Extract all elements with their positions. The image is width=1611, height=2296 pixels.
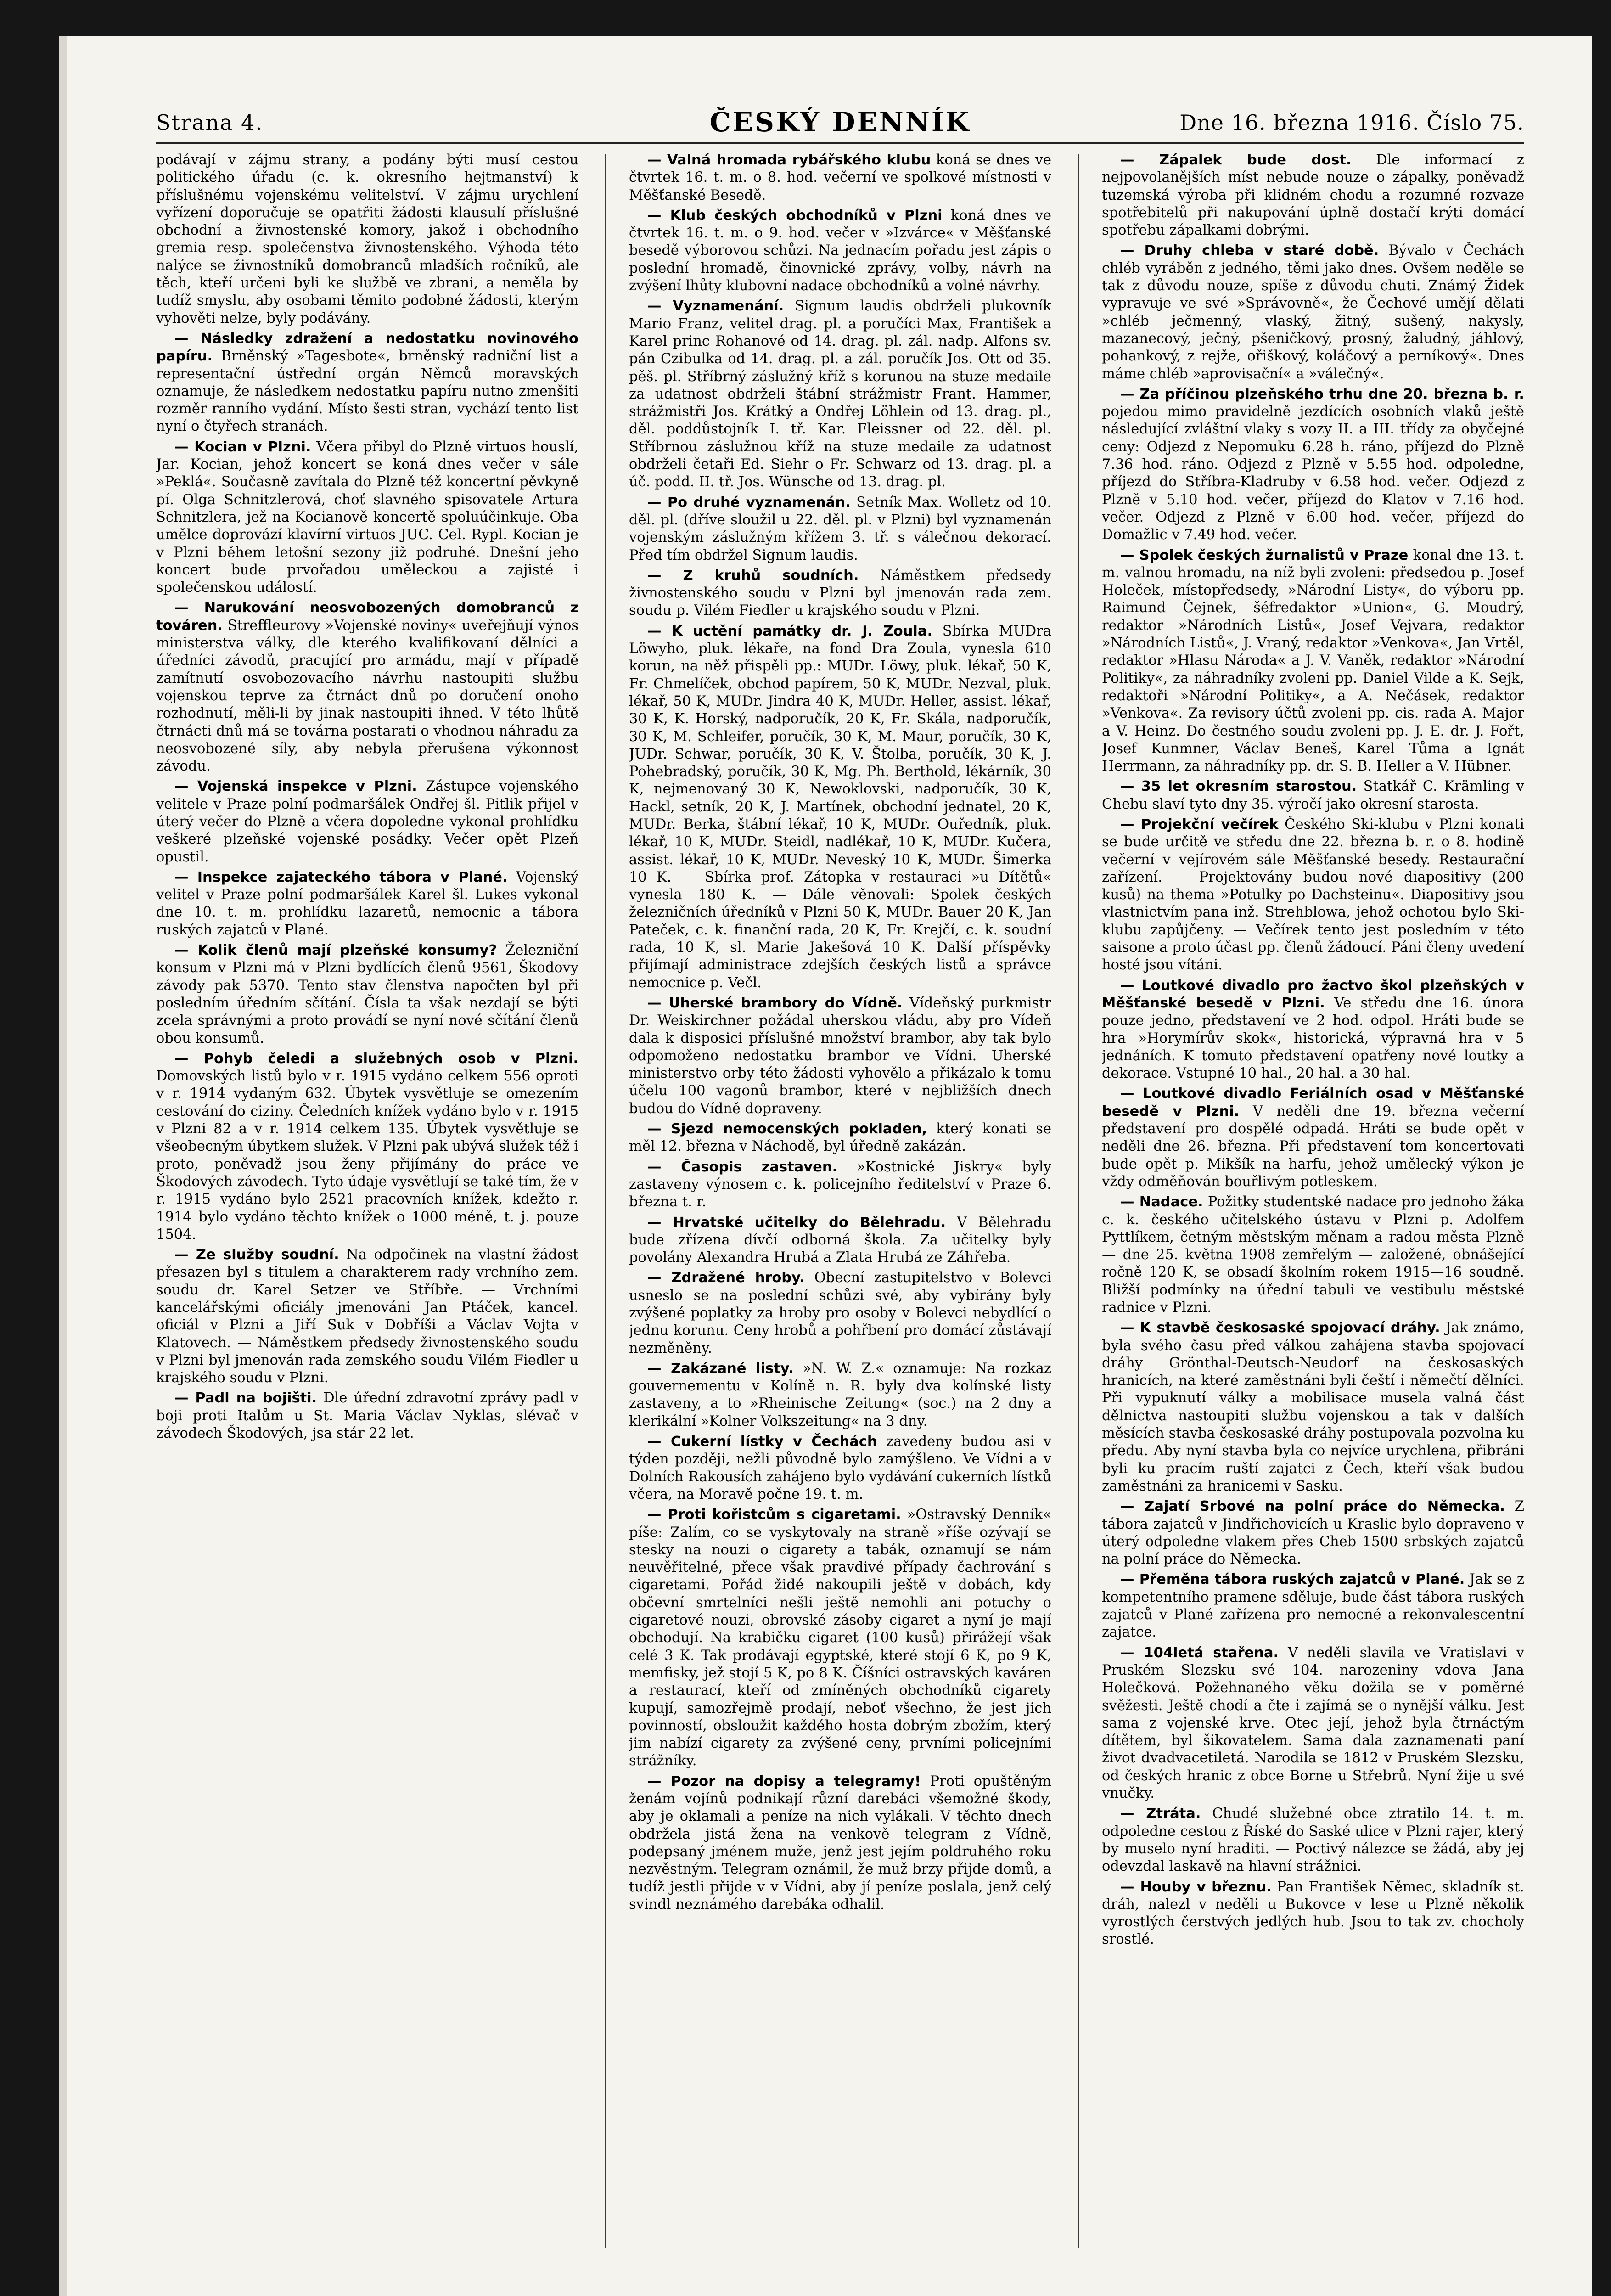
issue-date-number: Dne 16. března 1916. Číslo 75. — [1179, 110, 1524, 135]
news-item — [156, 869, 578, 939]
news-item — [629, 623, 1051, 992]
news-item-headline: — Vyznamenání. — [647, 298, 784, 315]
news-item-body: Českého Ski-klubu v Plzni konati se bude určitě ve středu dne 22. března b. r. o 8. hodině večerní v vejírovém sále Měšťanské besedy. Restaurační zařízení. — Projektovány budou nové diapositivy (200 kusů) na thema »Potulky po Dachsteinu«. Diapositivy jsou vlastnictvím pana inž. Strehblowa, jehož ochotou bylo Ski-klubu zapůjčeny. — Večírek tento jest posledním v této saisone a proto účast pp. členů žádoucí. Páni členy uvedení hosté jsou vítáni. — [1102, 816, 1524, 974]
news-item-headline: — Vojenská inspekce v Plzni. — [174, 778, 417, 795]
news-item — [1102, 386, 1524, 544]
page-edge-shadow — [59, 36, 67, 2296]
news-item-headline: — 35 let okresním starostou. — [1120, 778, 1357, 795]
news-item — [629, 494, 1051, 564]
column-2 — [629, 152, 1051, 2255]
news-item — [1102, 547, 1524, 776]
news-item-headline: — Pohyb čeledi a služebných osob v Plzni. — [174, 1050, 578, 1067]
news-item-headline: — K uctění památky dr. J. Zoula. — [647, 623, 933, 639]
news-item — [156, 778, 578, 866]
news-item-body: Náměstkem předsedy živnostenského soudu v Plzni byl jmenován rada zem. soudu p. Vilém Fiedler u krajského soudu v Plzni. — [629, 567, 1051, 619]
news-item-headline: — Ztráta. — [1120, 1806, 1201, 1822]
news-item-headline: — Kocian v Plzni. — [174, 439, 311, 455]
news-item — [629, 1506, 1051, 1770]
news-item-headline: — Loutkové divadlo pro žactvo škol plzeňských v Měšťanské besedě v Plzni. — [1102, 977, 1524, 1011]
news-item — [629, 1269, 1051, 1357]
news-item-headline: — Narukování neosvobozených domobranců z továren. — [156, 600, 578, 634]
news-item — [156, 1390, 578, 1442]
news-item-body: Ve středu dne 16. února pouze jedno, představení ve 2 hod. odpol. Hráti bude se hra »Horymírův skok«, historická, výpravná hra v 5 jednáních. K tomuto představení opatřeny nové loutky a dekorace. Vstupné 10 hal., 20 hal. a 30 hal. — [1102, 995, 1524, 1082]
news-item-body: Brněnský »Tagesbote«, brněnský radniční list a representační ústřední orgán Němců moravských oznamuje, že následkem nedostatku papíru nutno zmenšiti rozměr ranního vydání. Místo šesti stran, vychází tento list nyní o čtyřech stranách. — [156, 348, 578, 435]
news-item-headline: — Sjezd nemocenských pokladen, — [647, 1121, 927, 1137]
news-item-body: V neděli dne 19. března večerní představení pro dospělé odpadá. Hráti se bude opět v neděli dne 26. března. Při představení tom koncertovati bude opět p. Mikšík na harfu, jehož umělecký výkon je vždy odměňován bouřlivým potleskem. — [1102, 1103, 1524, 1190]
news-item — [1102, 1193, 1524, 1317]
news-item-body: koná dnes ve čtvrtek 16. t. m. o 9. hod. večer v »Izvárce« v Měšťanské besedě výborovou schůzi. Na jednacím pořadu jest zápis o poslední hromadě, činovnické zprávy, volby, návrh na zvýšení lhůty klubovní nadace obchodníků a volné návrhy. — [629, 207, 1051, 294]
news-item — [1102, 778, 1524, 813]
news-item-body: Vídeňský purkmistr Dr. Weiskirchner požádal uherskou vládu, aby pro Vídeň dala k disposici příslušné množství brambor, aby tak bylo odpomoženo nedostatku brambor ve Vídni. Uherské ministerstvo orby této žádosti vyhovělo a přikázalo k tomu účelu 100 vagonů brambor, které v nejbližších dnech budou do Vídně dopraveny. — [629, 995, 1051, 1117]
masthead-rule — [156, 142, 1524, 144]
news-item-headline: — Pozor na dopisy a telegramy! — [647, 1773, 921, 1790]
news-item — [156, 942, 578, 1047]
news-item-body: Včera přibyl do Plzně virtuos houslí, Jar. Kocian, jehož koncert se koná dnes večer v sále »Peklá«. Současně zavítala do Plzně též koncertní pěvkyně pí. Olga Schnitzlerová, choť slavného spisovatele Artura Schnitzlera, jež na Kocianově koncertě spoluúčinkuje. Oba umělce doprovází klavírní virtuos JUC. Cel. Rypl. Kocian je v Plzni během letošní sezony již podruhé. Dnešní jeho koncert bude prvořadou uměleckou a zajisté i společenskou událostí. — [156, 439, 578, 596]
news-item — [629, 1214, 1051, 1267]
news-item — [156, 330, 578, 436]
news-item — [629, 298, 1051, 491]
news-item-body: Obecní zastupitelstvo v Bolevci usneslo se na poslední schůzi své, aby vybírány byly zvýšené poplatky za hroby pro osoby v Bolevci nebydlící o jednu korunu. Ceny hrobů a pohřbení pro domácí zůstávají nezměněny. — [629, 1270, 1051, 1356]
news-item-headline: — 104letá stařena. — [1120, 1644, 1279, 1661]
news-item-body: pojedou mimo pravidelně jezdících osobních vlaků ještě následující zvláštní vlaky s vozy II. a III. třídy za obyčejné ceny: Odjezd z Nepomuku 6.28 h. ráno, příjezd do Plzně 7.36 hod. ráno. Odjezd z Plzně v 5.55 hod. odpoledne, příjezd do Stříbra-Kladruby v 6.58 hod. večer. Odjezd z Plzně v 5.10 hod. večer, příjezd do Klatov v 7.16 hod. večer. Odjezd z Plzně v 6.00 hod. večer, příjezd do Domažlic v 7.49 hod. večer. — [1102, 404, 1524, 543]
news-item-headline: — Inspekce zajateckého tábora v Plané. — [174, 869, 508, 885]
news-item-headline: — Hrvatské učitelky do Bělehradu. — [647, 1214, 946, 1231]
news-item — [629, 1773, 1051, 1913]
newspaper-title: ČESKÝ DENNÍK — [709, 107, 971, 138]
news-item — [1102, 1571, 1524, 1641]
news-item-headline: — Časopis zastaven. — [647, 1159, 838, 1175]
news-item-body: který konati se měl 12. března v Náchodě, byl úředně zakázán. — [629, 1121, 1051, 1155]
news-item — [1102, 1879, 1524, 1949]
news-item-body: Bývalo v Čechách chléb vyráběn z jedného, těmi jako dnes. Ovšem neděle se tak z důvodu nouze, spíše z důvodu chuti. Známý Židek vypravuje ve své »Správovně«, že Čechové umějí dělati »chléb ječmenný, vlaský, žitný, sušený, nakysly, mazanecový, ječný, pšeničkový, prosný, žaludný, jáhlový, pohankový, z rejže, ořiškový, koláčový a perníkový«. Dnes máme chléb »aprovisační« a »válečný«. — [1102, 242, 1524, 382]
column-3 — [1102, 152, 1524, 2255]
news-item-headline: — Uherské brambory do Vídně. — [647, 995, 903, 1011]
news-item-body: Dle úřední zdravotní zprávy padl v boji proti Italům u St. Maria Václav Nyklas, slévač v závodech Škodových, jsa stár 22 let. — [156, 1390, 578, 1442]
news-item — [156, 1246, 578, 1387]
news-item-headline: — Přeměna tábora ruských zajatců v Plané. — [1120, 1571, 1465, 1588]
news-item-headline: — Následky zdražení a nedostatku novinového papíru. — [156, 330, 578, 365]
news-item-headline: — Loutkové divadlo Feriálních osad v Měšťanské besedě v Plzni. — [1102, 1086, 1524, 1120]
news-item-body: Železniční konsum v Plzni má v Plzni bydlících členů 9561, Škodovy závody pak 5370. Tento stav členstva napočten byl při posledním úředním sčítání. Čísla ta však nezdají se býti zcela správnými a proto provádí se nyní nové sčítání členů obou konsumů. — [156, 942, 578, 1047]
news-item-body: Chudé služebné obce ztratilo 14. t. m. odpoledne cestou z Říské do Saské ulice v Plzni rajer, který by muselo nyní hraditi. — Poctivý nálezce se žádá, aby jej odevzdal laskavě na hlavní strážnici. — [1102, 1806, 1524, 1875]
news-item-headline: — Valná hromada rybářského klubu — [647, 152, 931, 168]
news-item-body: Z tábora zajatců v Jindřichovicích u Kraslic bylo dopraveno v úterý odpoledne vlakem přes Cheb 1500 srbských zajatců na polní práce do Německa. — [1102, 1498, 1524, 1568]
news-item-headline: — Kolik členů mají plzeňské konsumy? — [174, 942, 497, 959]
news-item-headline: — K stavbě českosaské spojovací dráhy. — [1120, 1320, 1440, 1336]
news-item-body: V Bělehradu bude zřízena dívčí odborná škola. Za učitelky byly povolány Alexandra Hrubá a Zlata Hrubá ze Záhřeba. — [629, 1214, 1051, 1266]
news-item-body: Proti opuštěným ženám vojínů podnikají různí darebáci všemožné škody, aby je oklamali a peníze na nich vylákali. V těchto dnech obdržela jistá žena na venkově telegram z Vídně, podepsaný jménem muže, jenž jest jejím poldruhého roku nezvěstným. Telegram oznámil, že muž brzy přijde domů, a tudíž jestli přijde v v Vídni, aby jí peníze poslala, jenž celý svindl neznámého darebáka odhalil. — [629, 1773, 1051, 1913]
news-item — [629, 1433, 1051, 1503]
news-item — [1102, 152, 1524, 239]
news-item-body: Pan František Němec, skladník st. dráh, nalezl v neděli u Bukovce v lese u Plzně několik vyrostlých čerstvých jedlých hub. Jsou to tak zv. chocholy srostlé. — [1102, 1879, 1524, 1948]
news-item-body: podávají v zájmu strany, a podány býti musí cestou politického úřadu (c. k. okresního hejtmanství) k příslušnému vojenskému velitelství. V zájmu urychlení vyřízení doporučuje se opatřiti žádosti klausulí příslušné obchodní a živnostenské komory, jakož i obchodního gremia resp. společenstva živnostenského. Výhoda této nalýce se živnostníků domobranců mladších ročníků, ale těch, kteří určeni byli ke službě ve zbrani, a neměla by tudíž smyslu, aby osobami těmito podobné žádosti, kterým vyhověti nelze, byly podávány. — [156, 152, 578, 326]
news-item-headline: — Ze služby soudní. — [174, 1247, 339, 1263]
news-item-headline: — Nadace. — [1120, 1194, 1203, 1210]
news-item-body: Statkář C. Krämling v Chebu slaví tyto dny 35. výročí jako okresní starosta. — [1102, 778, 1524, 812]
news-item — [1102, 1805, 1524, 1875]
news-item-body: Sbírka MUDra Löwyho, pluk. lékaře, na fond Dra Zoula, vynesla 610 korun, na něž přispěli pp.: MUDr. Löwy, pluk. lékař, 50 K, Fr. Chmelíček, obchod papírem, 50 K, MUDr. Nezval, pluk. lékař, 50 K, MUDr. Jindra 40 K, MUDr. Heller, assist. lékař, 30 K, K. Horský, nadporučík, 20 K, Fr. Skála, nadporučík, 30 K, M. Schleifer, poručík, 30 K, M. Maur, poručík, 30 K, JUDr. Schwar, poručík, 30 K, V. Štolba, poručík, 30 K, J. Pohebradský, poručík, 30 K, Mg. Ph. Berthold, lékárník, 30 K, nejmenovaný 30 K, Newoklovski, nadporučík, 30 K, Hackl, setník, 20 K, J. Martínek, obchodní jednatel, 20 K, MUDr. Berka, štábní lékař, 10 K, MUDr. Ouředník, pluk. lékař, 10 K, MUDr. Steidl, nadlékař, 10 K, MUDr. Kučera, assist. lékař, 10 K, MUDr. Neveský 10 K, MUDr. Šimerka 10 K. — Sbírka prof. Zátopka v restauraci »u Dítětů« vynesla 180 K. — Dále věnovali: Spolek českých železničních úředníků v Plzni 50 K, MUDr. Bauer 20 K, Jan Pateček, c. k. finanční rada, 20 K, Fr. Krejčí, c. k. soudní rada, 10 K, sl. Marie Jakešová 10 K. Další příspěvky přijímají administrace zdejších českých listů a správce nemocnice p. Večl. — [629, 623, 1051, 991]
news-item — [629, 995, 1051, 1118]
news-item-headline: — Klub českých obchodníků v Plzni — [647, 207, 943, 224]
news-item-headline: — Druhy chleba v staré době. — [1120, 242, 1379, 259]
news-item — [1102, 816, 1524, 974]
news-item-headline: — Zakázané listy. — [647, 1360, 794, 1377]
page-number: Strana 4. — [156, 110, 263, 135]
news-item — [629, 207, 1051, 295]
column-1 — [156, 152, 578, 2255]
news-item-body: Signum laudis obdrželi plukovník Mario Franz, velitel drag. pl. a poručíci Max, František a Karel princ Rohanové od 14. drag. pl. zál. nadp. Alfons sv. pán Czibulka od 14. drag. pl. a zál. poručík Jos. Ott od 35. pěš. pl. Stříbrný záslužný kříž s korunou na stuze medaile za udatnost obdrželi štábní strážmistr Frant. Hammer, strážmistři Jos. Krátký a Ondřej Löhlein od 13. drag. pl., děl. poddůstojník I. tř. Kar. Fleissner od 22. děl. pl. Stříbrnou záslužnou kříž na stuze medaile za udatnost obdrželi četaři Ed. Siehr o Fr. Schwarz od 13. drag. pl. a úč. podd. II. tř. Jos. Wünsche od 13. drag. pl. — [629, 298, 1051, 490]
news-item-headline: — Spolek českých žurnalistů v Praze — [1120, 547, 1409, 563]
news-item — [156, 152, 578, 327]
news-item-headline: — Houby v březnu. — [1120, 1879, 1272, 1895]
news-item-body: Vojenský velitel v Praze polní podmaršálek Karel šl. Lukes vykonal dne 10. t. m. prohlídku lazaretů, nemocnic a tábora ruských zajatců v Plané. — [156, 869, 578, 938]
news-item-body: Dle informací z nejpovolanějších míst nebude nouze o zápalky, poněvadž tuzemská výroba při klidném chodu a rozumné rozvaze spotřebitelů při nakupování úplně dostačí krýti domácí spotřebu zápalkami dobrými. — [1102, 152, 1524, 239]
news-item-body: konal dne 13. t. m. valnou hromadu, na níž byli zvoleni: předsedou p. Josef Holeček, místopředsedy, »Národní Listy«, do výboru pp. Raimund Čejnek, šéfredaktor »Union«, G. Moudrý, redaktor »Národních Listů«, Josef Vejvara, redaktor »Národních Listů«, J. Vraný, redaktor »Venkova«, Jan Vrtěl, redaktor »Hlasu Národa« a J. V. Vaněk, redaktor »Národní Politiky«, za náhradníky zvoleni pp. Daniel Vilde a K. Sejk, redaktoři »Národní Politiky«, a A. Nečásek, redaktor »Venkova«. Za revisory účtů zvoleni pp. cis. rada A. Major a V. Heinz. Do čestného soudu zvoleni pp. J. E. dr. J. Fořt, Josef Kunmner, Václav Beneš, Karel Tůma a Ignát Herrmann, za náhradníky pp. dr. S. B. Heller a V. Hübner. — [1102, 547, 1524, 775]
news-item — [1102, 977, 1524, 1083]
news-item-body: V neděli slavila ve Vratislavi v Pruském Slezsku své 104. narozeniny vdova Jana Holečková. Požehnaného věku dožila se v poměrné svěžesti. Ještě chodí a čte i zajímá se o nynější válku. Jest sama z vojenské krve. Otec její, jehož byla čtrnáctým dítětem, byl šikovatelem. Sama dala zaznamenati paní život dvadvacetiletá. Narodila se 1812 v Pruském Slezsku, od českých hranic z obce Borne u Střebrů. Nyní žije u své vnučky. — [1102, 1644, 1524, 1802]
news-item-headline: — Za příčinou plzeňského trhu dne 20. března b. r. — [1120, 386, 1524, 402]
news-item — [1102, 1644, 1524, 1803]
news-item-headline: — Projekční večírek — [1120, 816, 1279, 833]
news-item — [629, 1120, 1051, 1156]
news-item — [1102, 1319, 1524, 1495]
news-item-headline: — Padl na bojišti. — [174, 1390, 317, 1407]
news-item-body: zavedeny budou asi v týden později, nežli původně bylo zamýšleno. Ve Vídni a v Dolních Rakousích zahájeno bylo vydávání cukerních lístků včera, na Moravě počne 19. t. m. — [629, 1434, 1051, 1503]
news-item — [156, 1050, 578, 1244]
news-item-headline: — Proti kořistcům s cigaretami. — [647, 1507, 901, 1523]
news-item-body: koná se dnes ve čtvrtek 16. t. m. o 8. hod. večerní ve spolkové místnosti v Měšťanské Besedě. — [629, 152, 1051, 203]
masthead — [156, 96, 1524, 147]
news-item-headline: — Cukerní lístky v Čechách — [647, 1434, 877, 1450]
news-item — [629, 1159, 1051, 1211]
news-item-headline: — Zajatí Srbové na polní práce do Německa. — [1120, 1498, 1505, 1515]
news-item — [629, 152, 1051, 204]
news-item-headline: — Po druhé vyznamenán. — [647, 494, 851, 511]
column-divider — [1078, 154, 1079, 2248]
news-item — [1102, 242, 1524, 383]
news-item-body: Jak známo, byla svého času před válkou zahájena stavba spojovací dráhy Grönthal-Deutsch-Neudorf na českosaských hranicích, na které zaměstnáni byli čeští i němečtí dělníci. Při vypuknutí války a mobilisace musela valná část dělnictva nastoupiti službu vojenskou a tak v dalších měsících stavba českosaské dráhy postupovala pozvolna ku předu. Aby nyní stavba byla co nejvíce urychlena, přibráni byli ku pracím ruští zajatci z Čech, kteří však budou zaměstnáni za hranicemi v Sasku. — [1102, 1320, 1524, 1494]
news-item-body: »Ostravský Denník« píše: Zalím, co se vyskytovaly na straně »říše ozývají se stesky na nouzi o cigarety a tabák, oznamují se nám neuvěřitelné, přece však pravdivé případy čachrování s cigaretami. Pořád židé nakoupili ještě v dobách, kdy občevní smrtelníci nešli ještě nemohli ani potuchy o cigaretové nouzi, obrovské zásoby cigaret a nyní je mají obchodují. Na krabičku cigaret (100 kusů) přirážejí však celé 3 K. Tak prodávají egyptské, které stojí 6 K, po 9 K, memfisky, jež stojí 5 K, po 8 K. Číšníci ostravských kaváren a restaurací, kteří od zmíněných obchodníků cigarety kupují, samozřejmě prodají, neboť všechno, že jest jich povinností, obsloužit každého hosta dobrým zbožím, který jim nabízí cigarety za zvýšené ceny, prvními policejními strážníky. — [629, 1507, 1051, 1769]
news-item-body: Streffleurovy »Vojenské noviny« uveřejňují výnos ministerstva války, dle kterého kvalifikovaní dělníci a úředníci závodů, pracující pro armádu, mají v případě zamítnutí osvobozovacího návrhu nastoupiti službu vojenskou teprve za čtrnáct dnů po doručení onoho rozhodnutí, měli-li by jinak nastoupiti ihned. V této lhůtě čtrnácti dnů má se továrna postarati o vhodnou náhradu za neosvobozené síly, aby nebyla přerušena výkonnost závodu. — [156, 617, 578, 775]
news-item-body: Na odpočinek na vlastní žádost přesazen byl s titulem a charakterem rady vrchního zem. soudu dr. Karel Setzer ve Stříbře. — Vrchními kancelářskými oficiály jmenováni Jan Ptáček, kancel. oficiál v Plzni a Jiří Suk v Dobříši a Václav Vojta v Klatovech. — Náměstkem předsedy živnostenského soudu v Plzni byl jmenován rada zemského soudu Vilém Fiedler u krajského soudu v Plzni. — [156, 1247, 578, 1386]
news-item-body: »Kostnické Jiskry« byly zastaveny výnosem c. k. policejního ředitelství v Praze 6. března t. r. — [629, 1159, 1051, 1210]
news-item-body: Zástupce vojenského velitele v Praze polní podmaršálek Ondřej šl. Pitlik přijel v úterý večer do Plzně a včera dopoledne vykonal prohlídku veškeré plzeňské vojenské posádky. Večer opět Plzeň opustil. — [156, 778, 578, 865]
news-item — [1102, 1498, 1524, 1568]
news-item-headline: — Z kruhů soudních. — [647, 567, 859, 584]
news-item — [1102, 1085, 1524, 1191]
news-item-headline: — Zdražené hroby. — [647, 1270, 805, 1286]
news-item-body: Požitky studentské nadace pro jednoho žáka c. k. českého učitelského ústavu v Plzni p. Adolfem Pyttlíkem, četným městským měnam a radou města Plzně — dne 25. května 1908 zemřelým — založené, obnášející ročně 120 K, se obsadí školním rokem 1915—16 soudně. Bližší podmínky na úřední tabuli ve vestibulu městské radnice v Plzni. — [1102, 1194, 1524, 1316]
news-item-body: »N. W. Z.« oznamuje: Na rozkaz gouvernementu v Kolíně n. R. byly dva kolínské listy zastaveny, a to »Rheinische Zeitung« (soc.) na 2 dny a klerikální »Kolner Volkszeitung« na 3 dny. — [629, 1360, 1051, 1429]
news-item — [156, 599, 578, 775]
column-divider — [605, 154, 606, 2248]
news-item — [629, 1360, 1051, 1430]
news-item-body: Jak se z kompetentního pramene sděluje, bude část tábora ruských zajatců v Plané zařízena pro nemocné a rekonvalescentní zajatce. — [1102, 1571, 1524, 1641]
news-item — [156, 439, 578, 597]
news-item-body: Domovských listů bylo v r. 1915 vydáno celkem 556 oproti v r. 1914 vydaným 632. Úbytek vysvětluje se omezením cestování do ciziny. Čeledních knížek vydáno bylo v r. 1915 v Plzni 82 a v r. 1914 celkem 135. Úbytek vysvětluje se všeobecným úbytkem služek. V Plzni pak ubývá služek též i proto, poněvadž jsou ženy přijímány do práce ve Škodových závodech. Tyto údaje vysvětlují se také tím, že v r. 1915 vydáno bylo 2521 pracovních knížek, kdežto r. 1914 bylo vydáno těchto knížek o 1000 méně, t. j. pouze 1504. — [156, 1068, 578, 1243]
news-item-body: Setník Max. Wolletz od 10. děl. pl. (dříve sloužil u 22. děl. pl. v Plzni) byl vyznamenán vojenským záslužným křížem 3. tř. s válečnou dekorací. Před tím obdržel Signum laudis. — [629, 494, 1051, 563]
news-item — [629, 567, 1051, 620]
news-item-headline: — Zápalek bude dost. — [1120, 152, 1352, 168]
